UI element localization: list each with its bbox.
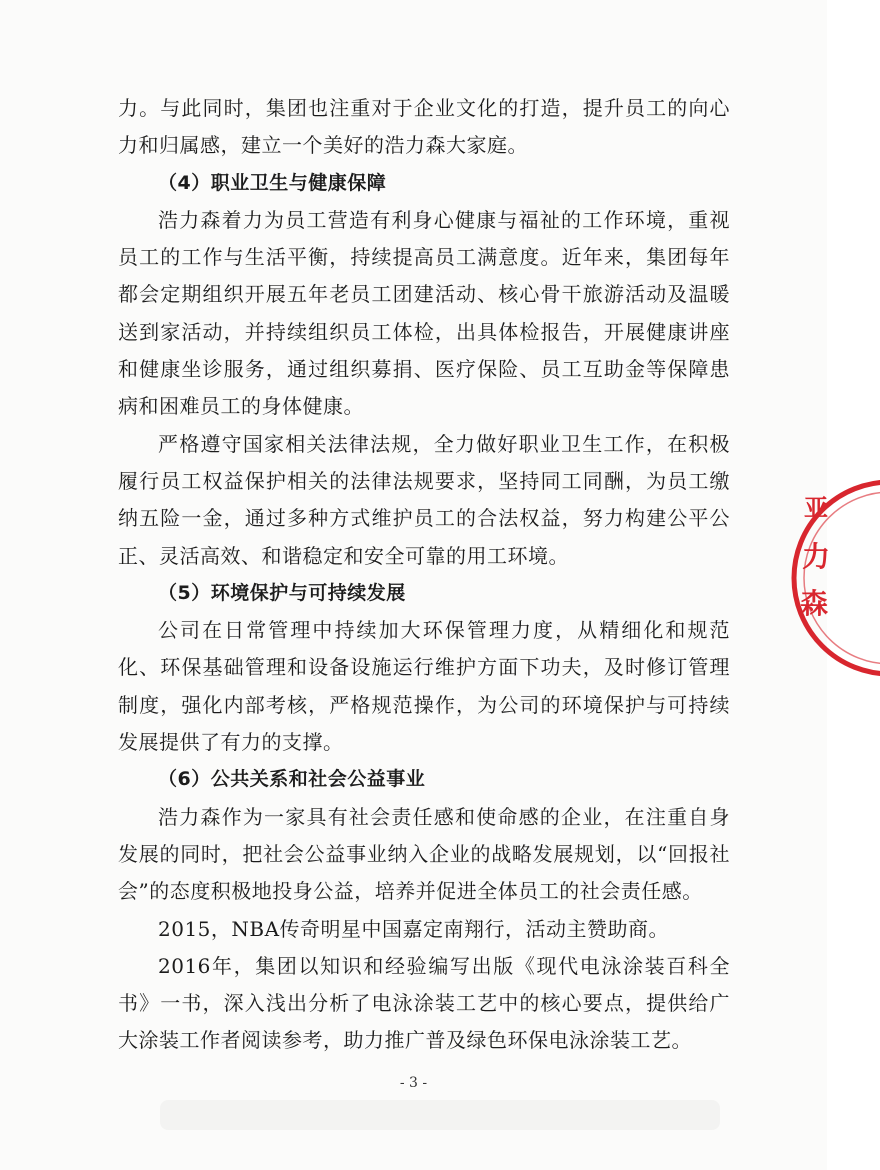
scan-shadow (160, 1100, 720, 1130)
svg-text:森: 森 (800, 587, 829, 620)
paragraph-health: 浩力森着力为员工营造有利身心健康与福祉的工作环境，重视员工的工作与生活平衡，持续提高员工满意度。近年来，集团每年都会定期组织开展五年老员工团建活动、核心骨干旅游活动及温暖送到家活动，并持续组织员工体检，出具体检报告，开展健康讲座和健康坐诊服务，通过组织募捐、医疗保险、员工互助金等保障患病和困难员工的身体健康。 (118, 207, 730, 419)
paragraph-public-welfare: 浩力森作为一家具有社会责任感和使命感的企业，在注重自身发展的同时，把社会公益事业纳入企业的战略发展规划，以“回报社会”的态度积极地投身公益，培养并促进全体员工的社会责任感。 (118, 804, 730, 904)
heading-occupational-health: （4）职业卫生与健康保障 (158, 171, 387, 194)
heading-environment: （5）环境保护与可持续发展 (158, 581, 406, 604)
paragraph-environment: 公司在日常管理中持续加大环保管理力度，从精细化和规范化、环保基础管理和设备设施运行维护方面下功夫，及时修订管理制度，强化内部考核，严格规范操作，为公司的环境保护与可持续发展提供了有力的支撑。 (118, 618, 730, 755)
paragraph-labor-law: 严格遵守国家相关法律法规，全力做好职业卫生工作，在积极履行员工权益保护相关的法律法规要求，坚持同工同酬，为员工缴纳五险一金，通过多种方式维护员工的合法权益，努力构建公平公正、灵活高效、和谐稳定和安全可靠的用工环境。 (118, 431, 730, 568)
svg-text:力: 力 (802, 540, 831, 573)
heading-public-welfare: （6）公共关系和社会公益事业 (158, 768, 426, 791)
svg-text:亚: 亚 (804, 494, 828, 522)
paragraph-1: 力。与此同时，集团也注重对于企业文化的打造，提升员工的向心力和归属感，建立一个美好的浩力森大家庭。 (118, 96, 730, 158)
paragraph-book: 2016年，集团以知识和经验编写出版《现代电泳涂装百科全书》一书，深入浅出分析了电泳涂装工艺中的核心要点，提供给广大涂装工作者阅读参考，助力推广普及绿色环保电泳涂装工艺。 (118, 953, 730, 1053)
company-seal-stamp (790, 478, 880, 678)
page-number: - 3 - (399, 1075, 428, 1091)
body-text (118, 90, 730, 1060)
paragraph-nba-event: 2015，NBA传奇明星中国嘉定南翔行，活动主赞助商。 (158, 916, 670, 941)
